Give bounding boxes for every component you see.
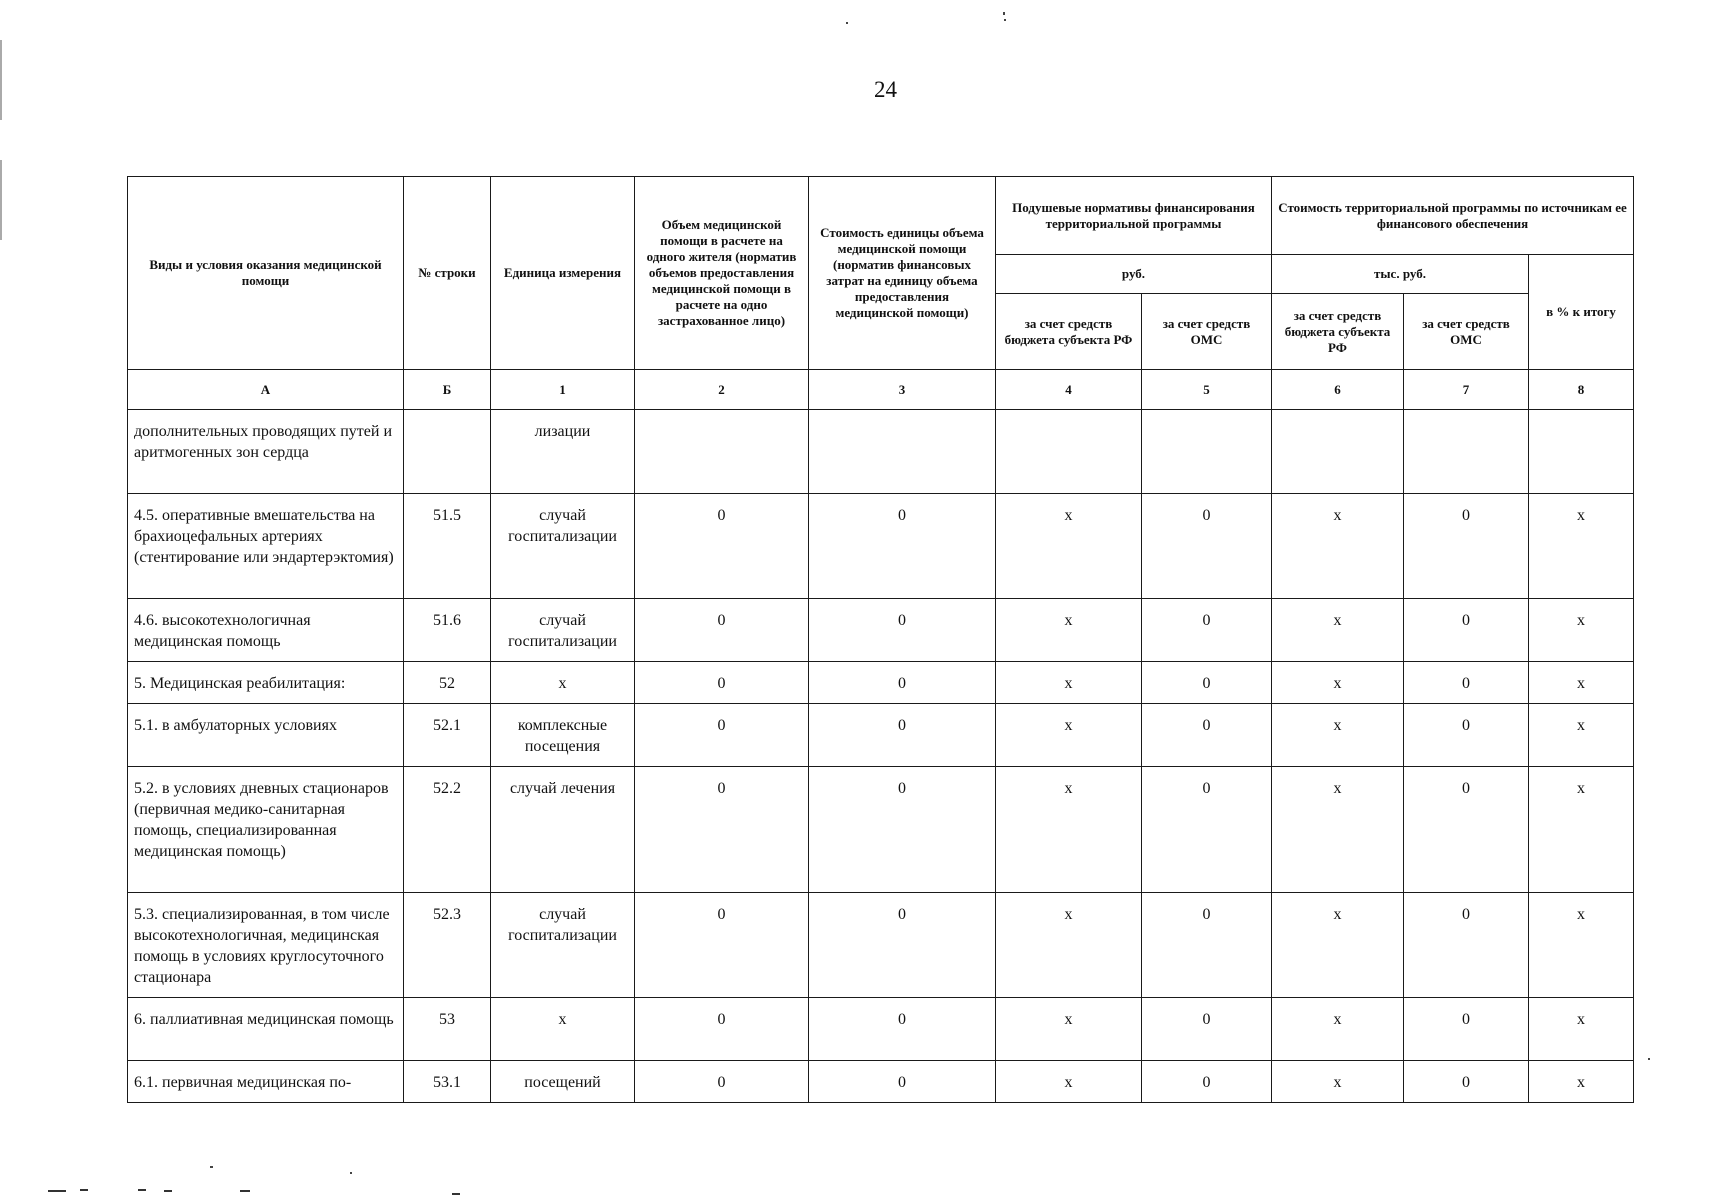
row-number: 52.1 (404, 704, 491, 767)
cell-budget-rub: x (996, 1061, 1142, 1103)
col-index-cell: Б (404, 370, 491, 410)
row-label: 5.3. специализированная, в том числе высокотехнологичная, медицинская помощь в условиях круглосуточного стационара (128, 893, 404, 998)
row-label: 4.6. высокотехнологичная медицинская помощь (128, 599, 404, 662)
cell-volume: 0 (635, 599, 809, 662)
row-label: 6.1. первичная медицинская по- (128, 1061, 404, 1103)
row-number: 51.5 (404, 494, 491, 599)
cell-oms-rub: 0 (1142, 599, 1272, 662)
header-kinds: Виды и условия оказания медицинской помощи (128, 177, 404, 370)
col-index-cell: 4 (996, 370, 1142, 410)
cell-volume: 0 (635, 767, 809, 893)
page-number: 24 (874, 77, 897, 102)
row-unit: x (491, 662, 635, 704)
cell-percent: x (1529, 998, 1634, 1061)
cell-budget-rub: x (996, 998, 1142, 1061)
col-index-cell: 1 (491, 370, 635, 410)
financing-table (127, 176, 1634, 1103)
cell-oms-rub: 0 (1142, 662, 1272, 704)
cell-budget-thous: x (1272, 998, 1404, 1061)
cell-volume: 0 (635, 1061, 809, 1103)
row-unit: комплексные посещения (491, 704, 635, 767)
row-number (404, 410, 491, 494)
cell-oms-thous: 0 (1404, 1061, 1529, 1103)
cell-percent: x (1529, 494, 1634, 599)
row-unit: случай госпитализации (491, 893, 635, 998)
cell-volume: 0 (635, 704, 809, 767)
table-row (128, 893, 1634, 998)
header-budget-subject-a: за счет средств бюджета субъекта РФ (996, 294, 1142, 370)
col-index-cell: 3 (809, 370, 996, 410)
row-label: дополнительных проводящих путей и аритмогенных зон сердца (128, 410, 404, 494)
cell-cost: 0 (809, 767, 996, 893)
cell-percent: x (1529, 1061, 1634, 1103)
cell-percent (1529, 410, 1634, 494)
cell-budget-rub: x (996, 662, 1142, 704)
cell-oms-rub: 0 (1142, 998, 1272, 1061)
row-number: 52.3 (404, 893, 491, 998)
cell-oms-rub: 0 (1142, 704, 1272, 767)
row-unit: случай лечения (491, 767, 635, 893)
cell-cost: 0 (809, 494, 996, 599)
table-row (128, 410, 1634, 494)
row-label: 5.1. в амбулаторных условиях (128, 704, 404, 767)
header-row-no: № строки (404, 177, 491, 370)
table-row (128, 998, 1634, 1061)
header-volume: Объем медицинской помощи в расчете на одного жителя (норматив объемов предоставления медицинской помощи в расчете на одно застрахованное лицо) (635, 177, 809, 370)
cell-oms-thous: 0 (1404, 704, 1529, 767)
row-label: 4.5. оперативные вмешательства на брахиоцефальных артериях (стентирование или эндартерэктомия) (128, 494, 404, 599)
cell-oms-thous: 0 (1404, 767, 1529, 893)
cell-oms-thous (1404, 410, 1529, 494)
row-number: 53 (404, 998, 491, 1061)
row-number: 51.6 (404, 599, 491, 662)
row-unit: случай госпитализации (491, 599, 635, 662)
cell-oms-thous: 0 (1404, 494, 1529, 599)
row-unit: посещений (491, 1061, 635, 1103)
header-percent-total: в % к итогу (1529, 255, 1634, 370)
row-number: 52 (404, 662, 491, 704)
cell-budget-thous: x (1272, 1061, 1404, 1103)
cell-cost: 0 (809, 1061, 996, 1103)
cell-budget-rub: x (996, 767, 1142, 893)
header-budget-subject-b: за счет средств бюджета субъекта РФ (1272, 294, 1404, 370)
table-row (128, 494, 1634, 599)
cell-percent: x (1529, 767, 1634, 893)
cell-budget-thous: x (1272, 494, 1404, 599)
cell-oms-thous: 0 (1404, 893, 1529, 998)
row-label: 5.2. в условиях дневных стационаров (первичная медико-санитарная помощь, специализированная медицинская помощь) (128, 767, 404, 893)
cell-volume: 0 (635, 998, 809, 1061)
header-per-capita: Подушевые нормативы финансирования территориальной программы (996, 177, 1272, 255)
cell-percent: x (1529, 599, 1634, 662)
header-oms-a: за счет средств ОМС (1142, 294, 1272, 370)
row-unit: лизации (491, 410, 635, 494)
cell-oms-rub: 0 (1142, 494, 1272, 599)
cell-cost: 0 (809, 893, 996, 998)
header-cost-unit: Стоимость единицы объема медицинской помощи (норматив финансовых затрат на единицу объема предоставления медицинской помощи) (809, 177, 996, 370)
cell-percent: x (1529, 704, 1634, 767)
table-row (128, 662, 1634, 704)
cell-budget-thous: x (1272, 599, 1404, 662)
row-label: 6. паллиативная медицинская помощь (128, 998, 404, 1061)
cell-budget-rub: x (996, 893, 1142, 998)
cell-cost: 0 (809, 599, 996, 662)
table-row (128, 1061, 1634, 1103)
col-index-cell: 6 (1272, 370, 1404, 410)
row-number: 53.1 (404, 1061, 491, 1103)
row-unit: случай госпитализации (491, 494, 635, 599)
cell-budget-thous: x (1272, 662, 1404, 704)
cell-oms-rub: 0 (1142, 1061, 1272, 1103)
cell-budget-rub: x (996, 704, 1142, 767)
cell-oms-rub (1142, 410, 1272, 494)
cell-budget-thous (1272, 410, 1404, 494)
cell-budget-thous: x (1272, 893, 1404, 998)
col-index-cell: А (128, 370, 404, 410)
cell-oms-thous: 0 (1404, 599, 1529, 662)
cell-percent: x (1529, 893, 1634, 998)
cell-cost (809, 410, 996, 494)
header-rub: руб. (996, 255, 1272, 294)
col-index-cell: 5 (1142, 370, 1272, 410)
cell-budget-thous: x (1272, 704, 1404, 767)
cell-budget-thous: x (1272, 767, 1404, 893)
col-index-cell: 7 (1404, 370, 1529, 410)
cell-budget-rub (996, 410, 1142, 494)
cell-volume: 0 (635, 893, 809, 998)
cell-volume: 0 (635, 494, 809, 599)
table-row (128, 599, 1634, 662)
header-unit: Единица измерения (491, 177, 635, 370)
cell-cost: 0 (809, 704, 996, 767)
table-row (128, 704, 1634, 767)
cell-oms-rub: 0 (1142, 893, 1272, 998)
header-oms-b: за счет средств ОМС (1404, 294, 1529, 370)
cell-percent: x (1529, 662, 1634, 704)
row-unit: x (491, 998, 635, 1061)
col-index-cell: 2 (635, 370, 809, 410)
cell-volume (635, 410, 809, 494)
cell-budget-rub: x (996, 494, 1142, 599)
cell-volume: 0 (635, 662, 809, 704)
cell-cost: 0 (809, 998, 996, 1061)
cell-cost: 0 (809, 662, 996, 704)
row-number: 52.2 (404, 767, 491, 893)
row-label: 5. Медицинская реабилитация: (128, 662, 404, 704)
cell-oms-thous: 0 (1404, 998, 1529, 1061)
cell-oms-thous: 0 (1404, 662, 1529, 704)
table-row (128, 767, 1634, 893)
header-thous-rub: тыс. руб. (1272, 255, 1529, 294)
header-program-cost: Стоимость территориальной программы по источникам ее финансового обеспечения (1272, 177, 1634, 255)
cell-oms-rub: 0 (1142, 767, 1272, 893)
col-index-cell: 8 (1529, 370, 1634, 410)
cell-budget-rub: x (996, 599, 1142, 662)
